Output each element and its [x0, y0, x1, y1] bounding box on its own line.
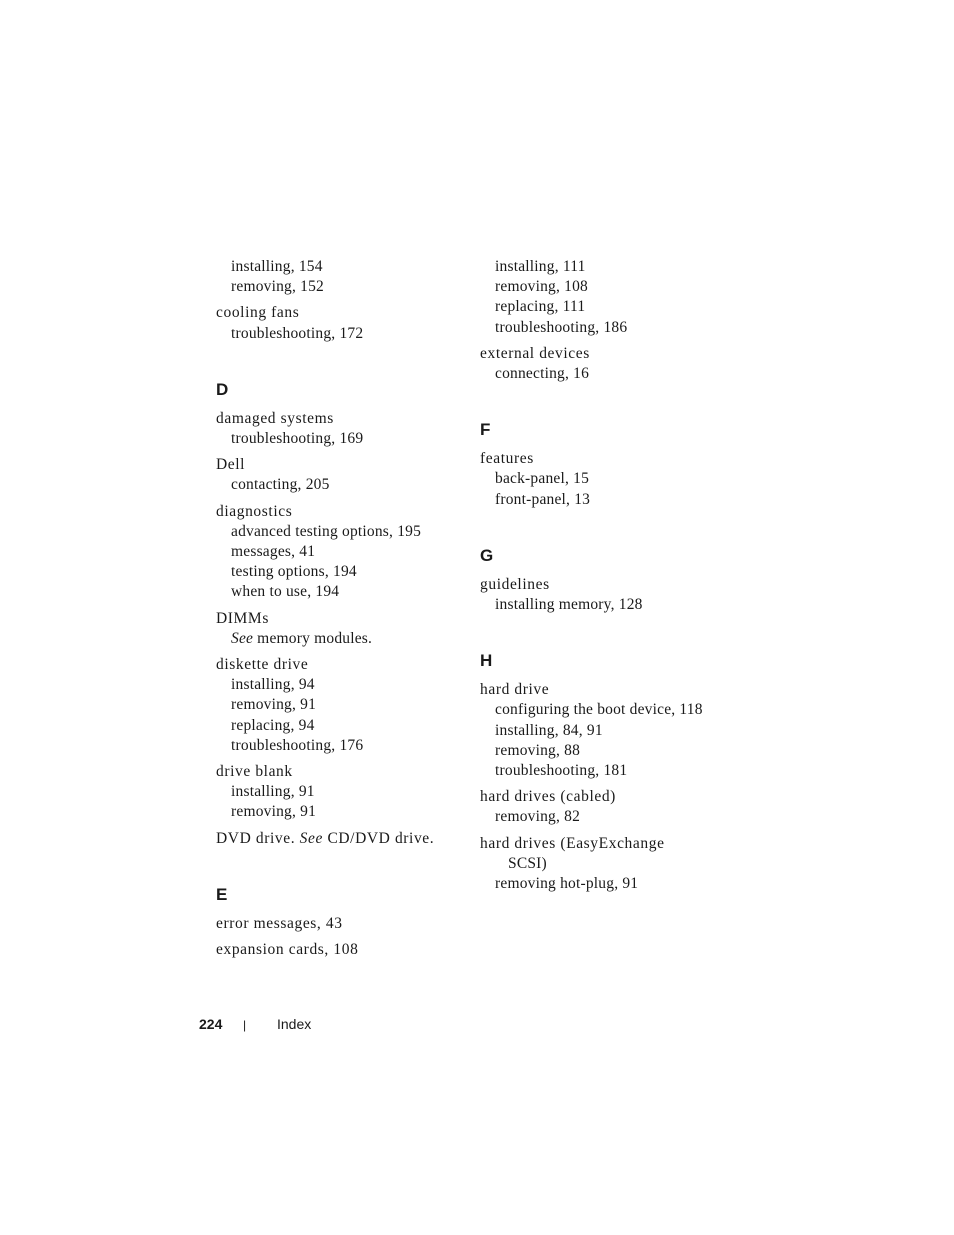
section-letter-f: F	[480, 420, 491, 440]
section-letter-h: H	[480, 651, 493, 671]
index-entry: hard drives (EasyExchange	[480, 834, 665, 852]
index-subentry: installing, 154	[231, 258, 323, 275]
index-subentry: removing, 82	[495, 808, 581, 826]
index-entry: DIMMs	[216, 609, 269, 627]
index-subentry: installing, 91	[231, 783, 315, 801]
index-entry: diskette drive	[216, 656, 309, 674]
footer-separator: |	[243, 1018, 247, 1032]
index-subentry: removing, 88	[495, 741, 581, 759]
index-subentry: removing, 91	[231, 696, 317, 714]
index-subentry: installing, 94	[231, 676, 315, 694]
index-subentry: when to use, 194	[231, 583, 340, 601]
see-label: See	[231, 629, 254, 647]
index-entry: cooling fans	[216, 304, 300, 322]
index-subentry: front-panel, 13	[495, 490, 591, 508]
index-subentry: advanced testing options, 195	[231, 522, 422, 540]
index-subentry: back-panel, 15	[495, 470, 590, 488]
index-subentry: troubleshooting, 181	[495, 762, 628, 780]
index-subentry: replacing, 94	[231, 716, 315, 734]
index-column-left	[216, 257, 466, 960]
index-entry: external devices	[480, 344, 590, 362]
index-entry: drive blank	[216, 763, 293, 781]
index-subentry: removing, 108	[495, 278, 589, 296]
index-subentry: testing options, 194	[231, 563, 357, 581]
index-column-right	[480, 257, 730, 894]
index-entry: features	[480, 450, 534, 468]
index-entry: hard drive	[480, 681, 550, 699]
index-subentry: installing, 84, 91	[495, 721, 603, 739]
index-entry-cross-reference	[216, 829, 466, 849]
index-subentry: replacing, 111	[495, 298, 586, 316]
index-entry: Dell	[216, 456, 246, 474]
see-target: CD/DVD drive.	[322, 829, 435, 847]
index-entry: expansion cards, 108	[216, 941, 359, 959]
index-entry-continuation: SCSI)	[508, 854, 547, 872]
index-subentry: troubleshooting, 172	[231, 324, 364, 342]
section-letter-g: G	[480, 545, 494, 565]
index-entry: damaged systems	[216, 409, 334, 427]
index-subentry: installing, 111	[495, 258, 586, 275]
page-number: 224	[199, 1016, 223, 1032]
index-subentry: installing memory, 128	[495, 596, 643, 614]
index-subentry: troubleshooting, 176	[231, 736, 364, 754]
index-subentry: troubleshooting, 186	[495, 318, 628, 336]
index-cross-reference	[216, 629, 466, 649]
see-label: See	[299, 829, 323, 847]
index-entry: diagnostics	[216, 502, 293, 520]
index-entry: guidelines	[480, 575, 550, 593]
index-subentry: configuring the boot device, 118	[495, 701, 703, 719]
see-target: memory modules.	[253, 629, 373, 647]
section-letter-d: D	[216, 379, 229, 399]
section-letter-e: E	[216, 884, 228, 904]
footer-section-name: Index	[277, 1016, 312, 1032]
page-footer	[199, 1015, 311, 1034]
index-subentry: contacting, 205	[231, 476, 330, 494]
index-subentry: messages, 41	[231, 543, 316, 561]
index-entry: hard drives (cabled)	[480, 788, 616, 806]
index-subentry: removing, 91	[231, 803, 317, 821]
index-subentry: troubleshooting, 169	[231, 430, 364, 448]
index-subentry: removing hot-plug, 91	[495, 875, 639, 893]
entry-text: DVD drive.	[216, 829, 300, 847]
index-subentry: removing, 152	[231, 278, 325, 296]
index-subentry: connecting, 16	[495, 365, 590, 383]
index-entry: error messages, 43	[216, 914, 343, 932]
